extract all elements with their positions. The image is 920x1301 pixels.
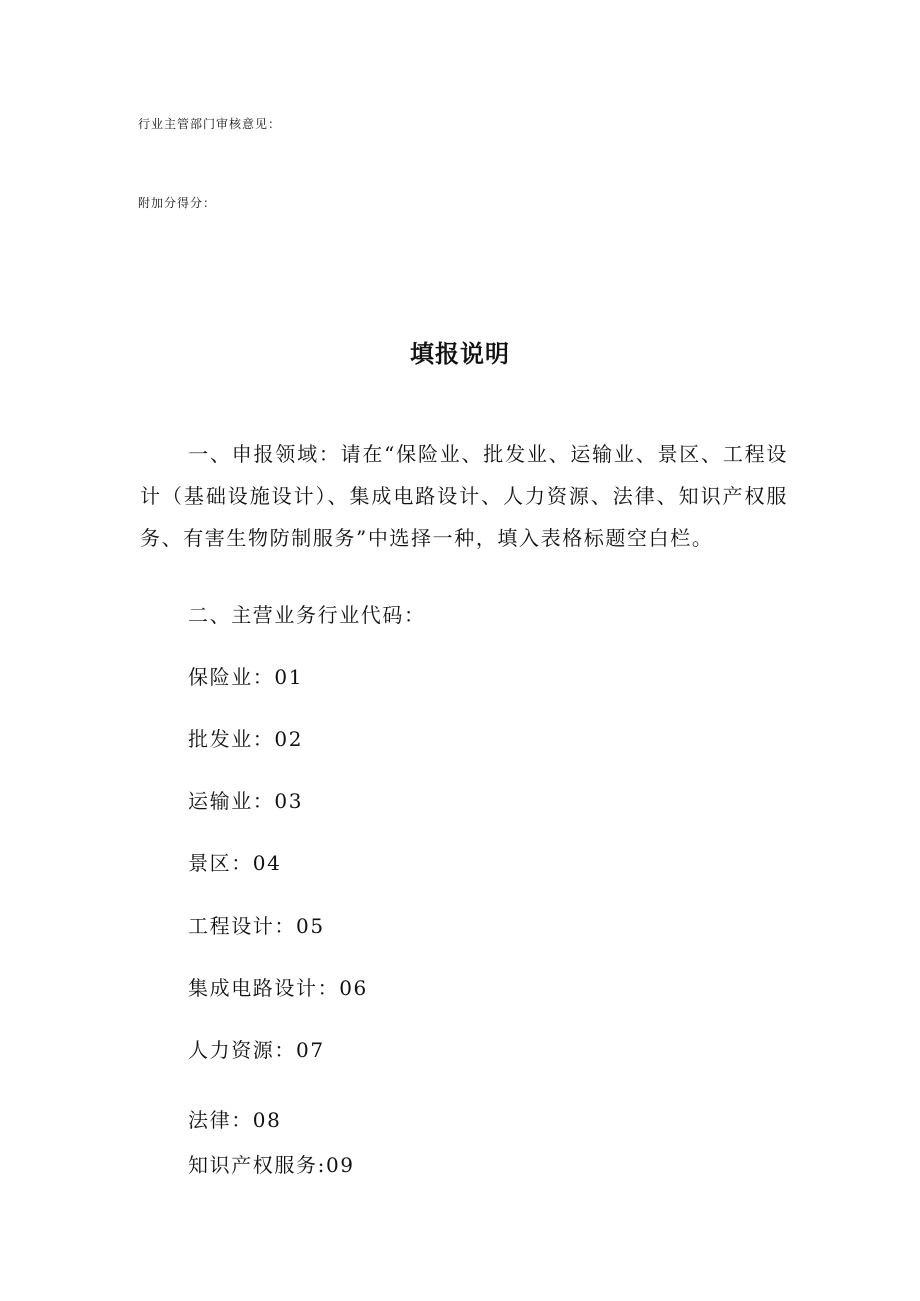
page-title: 填报说明 bbox=[410, 340, 510, 368]
industry-code-item: 运输业：03 bbox=[188, 789, 304, 813]
industry-code-item: 保险业：01 bbox=[188, 665, 304, 689]
industry-code-item: 人力资源：07 bbox=[188, 1038, 325, 1062]
industry-code-item: 工程设计：05 bbox=[188, 914, 325, 938]
section-one-paragraph bbox=[140, 433, 788, 559]
section-one-text: 一、申报领域：请在“保险业、批发业、运输业、景区、工程设计（基础设施设计）、集成电路设计、人力资源、法律、知识产权服务、有害生物防制服务”中选择一种，填入表格标题空白栏。 bbox=[140, 442, 788, 550]
section-two-heading: 二、主营业务行业代码： bbox=[188, 603, 426, 627]
industry-code-item: 批发业：02 bbox=[188, 727, 304, 751]
industry-code-item: 景区：04 bbox=[188, 851, 282, 875]
industry-code-item: 知识产权服务:09 bbox=[188, 1153, 355, 1177]
industry-code-item: 法律：08 bbox=[188, 1108, 282, 1132]
review-opinion-label: 行业主管部门审核意见： bbox=[138, 117, 282, 131]
industry-code-item: 集成电路设计：06 bbox=[188, 976, 368, 1000]
bonus-score-label: 附加分得分： bbox=[138, 196, 217, 210]
